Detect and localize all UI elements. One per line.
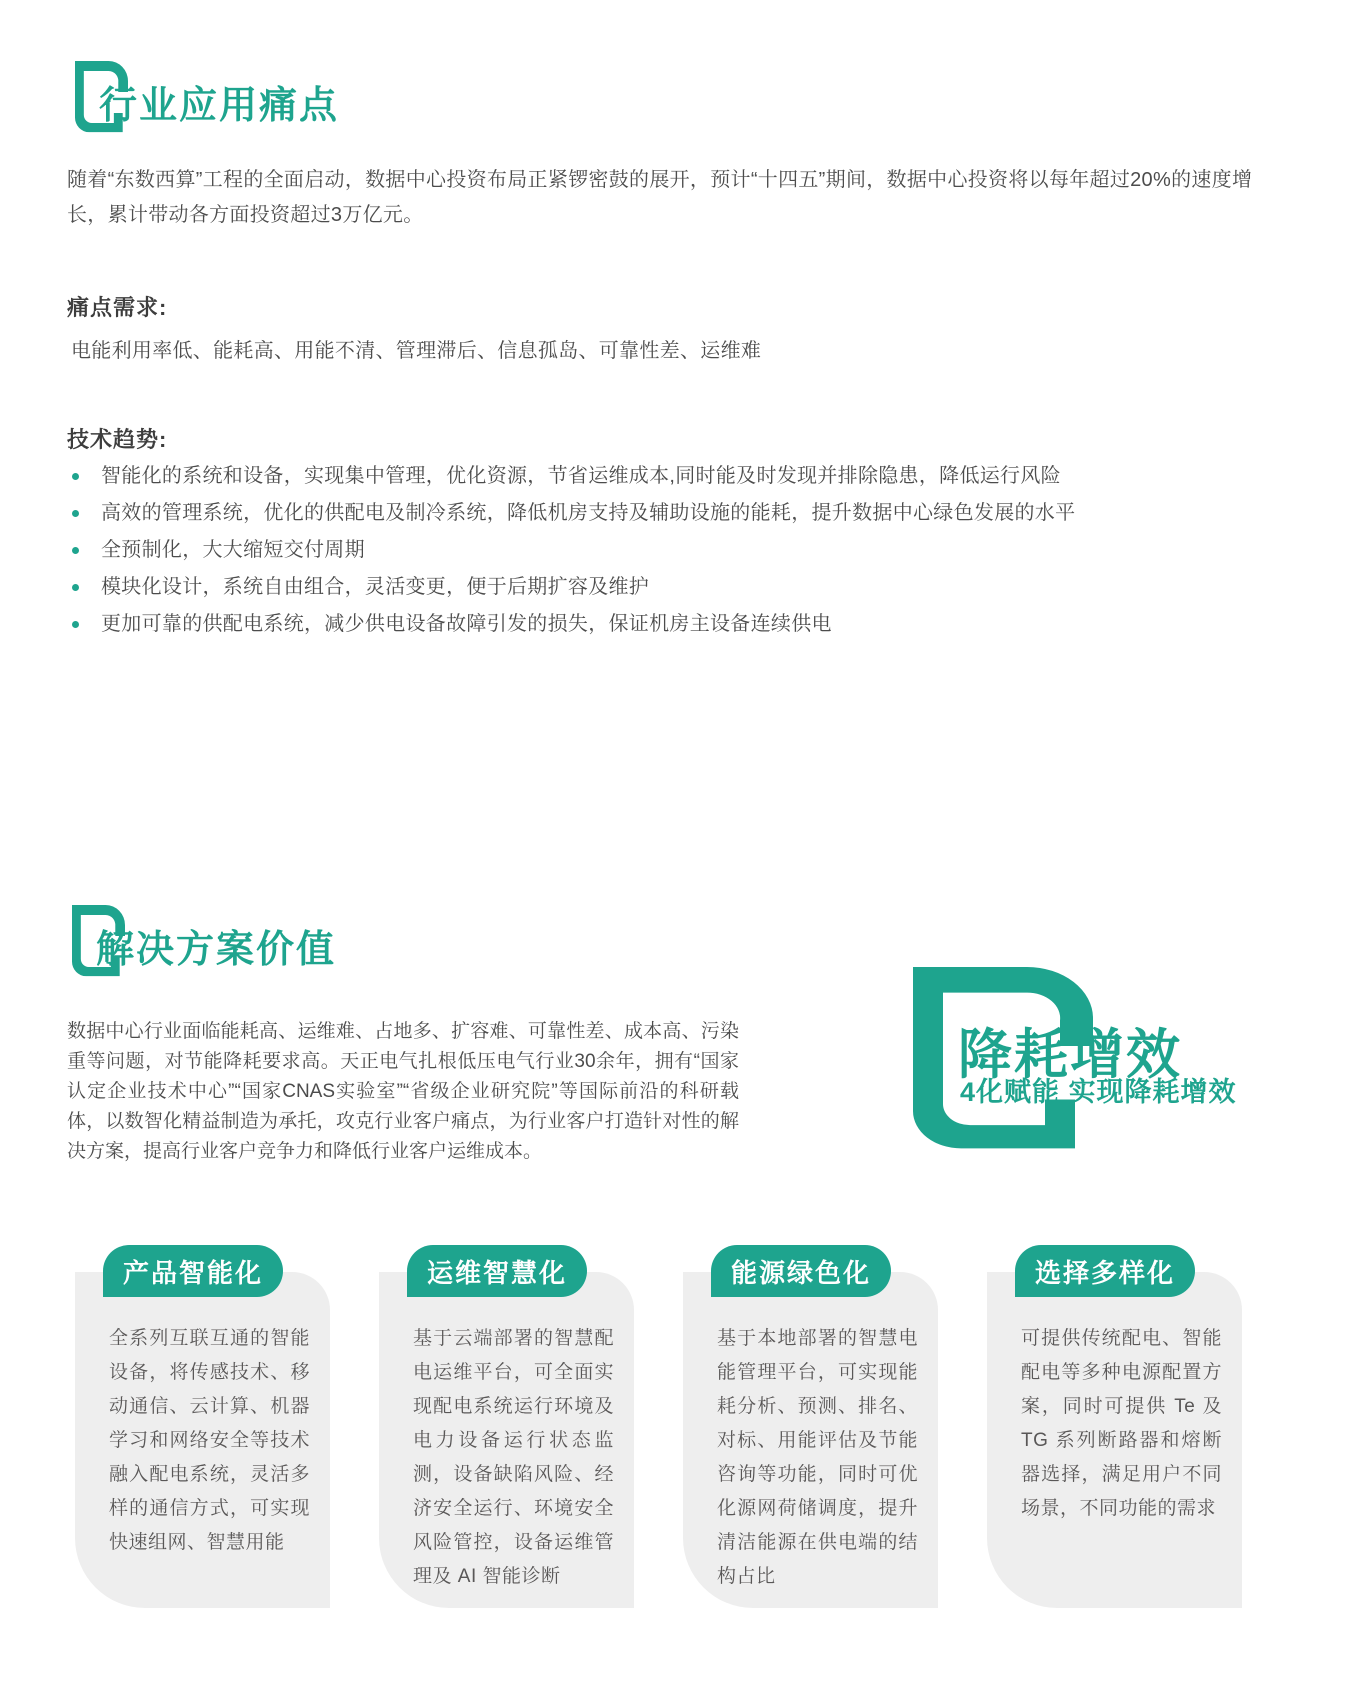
value-card bbox=[379, 1245, 634, 1608]
trend-item bbox=[67, 610, 1075, 639]
trend-item bbox=[67, 573, 1075, 602]
card-body-text: 全系列互联互通的智能设备，将传感技术、移动通信、云计算、机器学习和网络安全等技术融入配电系统，灵活多样的通信方式，可实现快速组网、智慧用能 bbox=[75, 1272, 330, 1608]
value-card bbox=[683, 1245, 938, 1608]
card-body-text: 基于云端部署的智慧配电运维平台，可全面实现配电系统运行环境及电力设备运行状态监测，设备缺陷风险、经济安全运行、环境安全风险管控，设备运维管理及 AI 智能诊断 bbox=[379, 1272, 634, 1608]
trend-item-text: 高效的管理系统，优化的供配电及制冷系统，降低机房支持及辅助设施的能耗，提升数据中心绿色发展的水平 bbox=[101, 502, 1076, 524]
pain-demand-heading: 痛点需求: bbox=[67, 295, 168, 320]
bullet-dot-icon bbox=[72, 547, 79, 554]
bullet-dot-icon bbox=[72, 584, 79, 591]
card-body-text: 基于本地部署的智慧电能管理平台，可实现能耗分析、预测、排名、对标、用能评估及节能咨询等功能，同时可优化源网荷储调度，提升清洁能源在供电端的结构占比 bbox=[683, 1272, 938, 1608]
pain-section-intro: 随着“东数西算”工程的全面启动，数据中心投资布局正紧锣密鼓的展开，预计“十四五”期间，数据中心投资将以每年超过20%的速度增长，累计带动各方面投资超过3万亿元。 bbox=[67, 169, 1253, 226]
card-title-badge: 产品智能化 bbox=[103, 1245, 283, 1297]
trend-item-text: 智能化的系统和设备，实现集中管理，优化资源，节省运维成本,同时能及时发现并排除隐患，降低运行风险 bbox=[101, 465, 1061, 487]
card-title-badge: 选择多样化 bbox=[1015, 1245, 1195, 1297]
tech-trend-list bbox=[67, 462, 1075, 647]
pain-demand-text: 电能利用率低、能耗高、用能不清、管理滞后、信息孤岛、可靠性差、运维难 bbox=[71, 340, 762, 362]
card-title-badge: 能源绿色化 bbox=[711, 1245, 891, 1297]
value-section-paragraph: 数据中心行业面临能耗高、运维难、占地多、扩容难、可靠性差、成本高、污染重等问题，对节能降耗要求高。天正电气扎根低压电气行业30余年，拥有“国家认定企业技术中心”“国家CNAS实验室”“省级企业研究院”等国际前沿的科研载体，以数智化精益制造为承托，攻克行业客户痛点，为行业客户打造针对性的解决方案，提高行业客户竞争力和降低行业客户运维成本。 bbox=[67, 1021, 739, 1162]
callout-title: 降耗增效 bbox=[958, 1025, 1182, 1085]
trend-item bbox=[67, 536, 1075, 565]
value-section-title: 解决方案价值 bbox=[96, 929, 337, 971]
card-title-badge: 运维智慧化 bbox=[407, 1245, 587, 1297]
trend-item bbox=[67, 499, 1075, 528]
trend-item-text: 更加可靠的供配电系统，减少供电设备故障引发的损失，保证机房主设备连续供电 bbox=[101, 613, 832, 635]
bullet-dot-icon bbox=[72, 621, 79, 628]
tech-trend-heading: 技术趋势: bbox=[67, 427, 168, 452]
bullet-dot-icon bbox=[72, 510, 79, 517]
bullet-dot-icon bbox=[72, 473, 79, 480]
trend-item bbox=[67, 462, 1075, 491]
trend-item-text: 模块化设计，系统自由组合，灵活变更，便于后期扩容及维护 bbox=[101, 576, 650, 598]
value-cards bbox=[75, 1245, 1242, 1608]
callout-subtitle: 4化赋能 实现降耗增效 bbox=[960, 1077, 1237, 1107]
value-card bbox=[987, 1245, 1242, 1608]
card-body-text: 可提供传统配电、智能配电等多种电源配置方案，同时可提供 Te 及 TG 系列断路器和熔断器选择，满足用户不同场景，不同功能的需求 bbox=[987, 1272, 1242, 1608]
value-card bbox=[75, 1245, 330, 1608]
trend-item-text: 全预制化，大大缩短交付周期 bbox=[101, 539, 365, 561]
pain-section-title: 行业应用痛点 bbox=[99, 85, 340, 127]
